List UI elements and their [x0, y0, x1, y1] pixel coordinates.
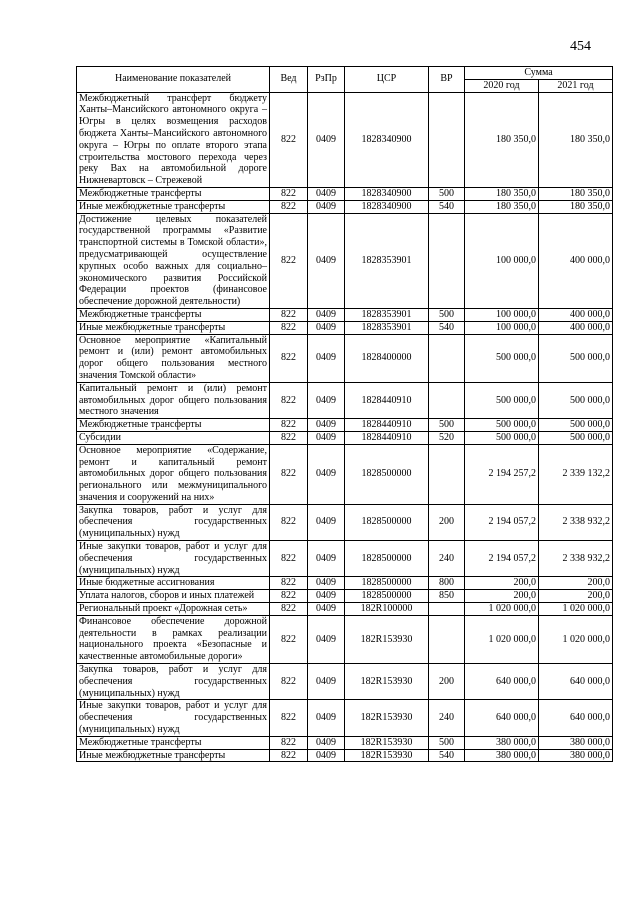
row-ved: 822	[270, 736, 308, 749]
row-sum-2021: 400 000,0	[539, 308, 613, 321]
row-vr: 540	[429, 321, 465, 334]
row-name: Межбюджетный трансферт бюджету Ханты–Мансийского автономного округа – Югры в целях возмещения расходов бюджета Ханты–Мансийского автономного округа – Югры по оплате второго этапа строительства мостового перехода через реку Вах на автомобильной дороге Нижневартовск – Стрежевой	[77, 92, 270, 187]
row-csr: 1828500000	[345, 444, 429, 504]
row-name: Иные закупки товаров, работ и услуг для обеспечения государственных (муниципальных) нужд	[77, 541, 270, 577]
row-vr	[429, 615, 465, 663]
row-csr: 1828500000	[345, 590, 429, 603]
row-sum-2021: 200,0	[539, 590, 613, 603]
header-year-2021: 2021 год	[539, 79, 613, 92]
row-rzpr: 0409	[308, 504, 345, 540]
table-row	[77, 308, 613, 321]
row-vr: 240	[429, 700, 465, 736]
row-name: Иные межбюджетные трансферты	[77, 321, 270, 334]
row-rzpr: 0409	[308, 321, 345, 334]
table-row	[77, 615, 613, 663]
row-sum-2021: 2 338 932,2	[539, 504, 613, 540]
table-row	[77, 419, 613, 432]
row-sum-2020: 100 000,0	[465, 213, 539, 308]
row-sum-2021: 380 000,0	[539, 736, 613, 749]
row-ved: 822	[270, 664, 308, 700]
row-rzpr: 0409	[308, 431, 345, 444]
row-ved: 822	[270, 431, 308, 444]
header-rzpr: РзПр	[308, 67, 345, 93]
header-ved: Вед	[270, 67, 308, 93]
table-row	[77, 213, 613, 308]
row-csr: 182R153930	[345, 700, 429, 736]
row-vr: 240	[429, 541, 465, 577]
row-ved: 822	[270, 213, 308, 308]
row-vr: 540	[429, 200, 465, 213]
row-csr: 182R153930	[345, 664, 429, 700]
row-name: Межбюджетные трансферты	[77, 308, 270, 321]
row-ved: 822	[270, 504, 308, 540]
row-csr: 1828500000	[345, 541, 429, 577]
row-rzpr: 0409	[308, 541, 345, 577]
row-name: Иные закупки товаров, работ и услуг для обеспечения государственных (муниципальных) нужд	[77, 700, 270, 736]
row-sum-2020: 100 000,0	[465, 308, 539, 321]
table-row	[77, 504, 613, 540]
row-vr: 500	[429, 187, 465, 200]
row-name: Межбюджетные трансферты	[77, 736, 270, 749]
row-rzpr: 0409	[308, 615, 345, 663]
row-sum-2020: 200,0	[465, 590, 539, 603]
row-name: Закупка товаров, работ и услуг для обеспечения государственных (муниципальных) нужд	[77, 664, 270, 700]
header-year-2020: 2020 год	[465, 79, 539, 92]
row-ved: 822	[270, 92, 308, 187]
row-rzpr: 0409	[308, 382, 345, 418]
budget-table	[76, 66, 613, 762]
row-name: Основное мероприятие «Содержание, ремонт и капитальный ремонт автомобильных дорог общего пользования регионального или межмуниципального значения и сооружений на них»	[77, 444, 270, 504]
row-name: Региональный проект «Дорожная сеть»	[77, 603, 270, 616]
row-ved: 822	[270, 541, 308, 577]
row-csr: 1828440910	[345, 431, 429, 444]
row-csr: 1828440910	[345, 382, 429, 418]
row-sum-2020: 100 000,0	[465, 321, 539, 334]
row-ved: 822	[270, 382, 308, 418]
table-row	[77, 334, 613, 382]
row-vr	[429, 444, 465, 504]
row-vr: 520	[429, 431, 465, 444]
row-sum-2021: 640 000,0	[539, 664, 613, 700]
table-row	[77, 664, 613, 700]
row-vr	[429, 92, 465, 187]
table-row	[77, 444, 613, 504]
row-sum-2020: 180 350,0	[465, 92, 539, 187]
row-sum-2021: 500 000,0	[539, 419, 613, 432]
row-sum-2020: 200,0	[465, 577, 539, 590]
row-ved: 822	[270, 749, 308, 762]
table-row	[77, 603, 613, 616]
row-sum-2021: 500 000,0	[539, 334, 613, 382]
row-rzpr: 0409	[308, 736, 345, 749]
row-name: Межбюджетные трансферты	[77, 187, 270, 200]
row-rzpr: 0409	[308, 444, 345, 504]
row-name: Финансовое обеспечение дорожной деятельности в рамках реализации национального проекта «Безопасные и качественные автомобильные дороги»	[77, 615, 270, 663]
row-sum-2020: 2 194 257,2	[465, 444, 539, 504]
table-row	[77, 382, 613, 418]
page-number: 454	[570, 39, 591, 54]
row-sum-2021: 2 339 132,2	[539, 444, 613, 504]
table-row	[77, 577, 613, 590]
row-name: Закупка товаров, работ и услуг для обеспечения государственных (муниципальных) нужд	[77, 504, 270, 540]
row-vr: 800	[429, 577, 465, 590]
row-sum-2020: 500 000,0	[465, 419, 539, 432]
row-ved: 822	[270, 419, 308, 432]
row-rzpr: 0409	[308, 200, 345, 213]
row-csr: 1828353901	[345, 308, 429, 321]
row-vr	[429, 603, 465, 616]
row-sum-2021: 500 000,0	[539, 382, 613, 418]
row-vr	[429, 382, 465, 418]
row-sum-2020: 640 000,0	[465, 700, 539, 736]
table-row	[77, 187, 613, 200]
row-ved: 822	[270, 444, 308, 504]
row-csr: 1828353901	[345, 321, 429, 334]
row-ved: 822	[270, 334, 308, 382]
row-rzpr: 0409	[308, 603, 345, 616]
table-row	[77, 749, 613, 762]
row-vr: 540	[429, 749, 465, 762]
row-csr: 182R100000	[345, 603, 429, 616]
row-sum-2021: 200,0	[539, 577, 613, 590]
row-sum-2020: 1 020 000,0	[465, 603, 539, 616]
row-csr: 182R153930	[345, 615, 429, 663]
row-name: Субсидии	[77, 431, 270, 444]
table-row	[77, 321, 613, 334]
table-row	[77, 92, 613, 187]
row-rzpr: 0409	[308, 213, 345, 308]
row-ved: 822	[270, 577, 308, 590]
row-csr: 182R153930	[345, 736, 429, 749]
row-rzpr: 0409	[308, 334, 345, 382]
header-vr: ВР	[429, 67, 465, 93]
row-csr: 1828353901	[345, 213, 429, 308]
table-row	[77, 431, 613, 444]
row-sum-2020: 380 000,0	[465, 736, 539, 749]
row-vr	[429, 213, 465, 308]
row-vr: 500	[429, 736, 465, 749]
row-sum-2021: 380 000,0	[539, 749, 613, 762]
row-name: Достижение целевых показателей государственной программы «Развитие транспортной системы в Томской области», предусматривающей осуществление крупных особо важных для социально–экономического развития Российской Федерации проектов (финансовое обеспечение дорожной деятельности)	[77, 213, 270, 308]
row-rzpr: 0409	[308, 700, 345, 736]
row-csr: 1828400000	[345, 334, 429, 382]
row-sum-2020: 180 350,0	[465, 200, 539, 213]
row-sum-2021: 400 000,0	[539, 213, 613, 308]
row-rzpr: 0409	[308, 590, 345, 603]
row-ved: 822	[270, 308, 308, 321]
table-row	[77, 541, 613, 577]
row-sum-2020: 2 194 057,2	[465, 504, 539, 540]
row-name: Иные межбюджетные трансферты	[77, 749, 270, 762]
row-ved: 822	[270, 200, 308, 213]
row-rzpr: 0409	[308, 187, 345, 200]
row-sum-2021: 1 020 000,0	[539, 603, 613, 616]
row-sum-2021: 180 350,0	[539, 187, 613, 200]
row-sum-2021: 180 350,0	[539, 200, 613, 213]
row-rzpr: 0409	[308, 419, 345, 432]
row-ved: 822	[270, 603, 308, 616]
row-name: Иные межбюджетные трансферты	[77, 200, 270, 213]
row-sum-2021: 2 338 932,2	[539, 541, 613, 577]
table-row	[77, 590, 613, 603]
row-name: Уплата налогов, сборов и иных платежей	[77, 590, 270, 603]
row-ved: 822	[270, 590, 308, 603]
row-rzpr: 0409	[308, 664, 345, 700]
row-vr: 500	[429, 308, 465, 321]
row-sum-2021: 500 000,0	[539, 431, 613, 444]
row-rzpr: 0409	[308, 577, 345, 590]
row-ved: 822	[270, 700, 308, 736]
header-sum: Сумма	[465, 67, 613, 80]
row-ved: 822	[270, 615, 308, 663]
row-csr: 1828340900	[345, 187, 429, 200]
row-sum-2020: 500 000,0	[465, 431, 539, 444]
row-name: Капитальный ремонт и (или) ремонт автомобильных дорог общего пользования местного значения	[77, 382, 270, 418]
table-row	[77, 200, 613, 213]
row-sum-2020: 640 000,0	[465, 664, 539, 700]
row-csr: 1828500000	[345, 504, 429, 540]
row-sum-2020: 500 000,0	[465, 334, 539, 382]
row-sum-2020: 500 000,0	[465, 382, 539, 418]
row-vr	[429, 334, 465, 382]
table-header	[77, 67, 613, 93]
row-csr: 1828340900	[345, 92, 429, 187]
row-sum-2021: 640 000,0	[539, 700, 613, 736]
row-vr: 200	[429, 664, 465, 700]
table-body	[77, 92, 613, 762]
row-sum-2020: 2 194 057,2	[465, 541, 539, 577]
row-name: Межбюджетные трансферты	[77, 419, 270, 432]
row-vr: 200	[429, 504, 465, 540]
table-row	[77, 700, 613, 736]
row-name: Основное мероприятие «Капитальный ремонт и (или) ремонт автомобильных дорог общего пользования местного значения Томской области»	[77, 334, 270, 382]
row-name: Иные бюджетные ассигнования	[77, 577, 270, 590]
row-csr: 1828340900	[345, 200, 429, 213]
row-rzpr: 0409	[308, 92, 345, 187]
row-ved: 822	[270, 187, 308, 200]
row-vr: 850	[429, 590, 465, 603]
row-csr: 1828440910	[345, 419, 429, 432]
row-ved: 822	[270, 321, 308, 334]
row-rzpr: 0409	[308, 308, 345, 321]
row-csr: 1828500000	[345, 577, 429, 590]
row-csr: 182R153930	[345, 749, 429, 762]
row-sum-2020: 1 020 000,0	[465, 615, 539, 663]
row-vr: 500	[429, 419, 465, 432]
row-sum-2020: 380 000,0	[465, 749, 539, 762]
row-sum-2021: 400 000,0	[539, 321, 613, 334]
row-sum-2021: 180 350,0	[539, 92, 613, 187]
row-rzpr: 0409	[308, 749, 345, 762]
header-csr: ЦСР	[345, 67, 429, 93]
row-sum-2021: 1 020 000,0	[539, 615, 613, 663]
row-sum-2020: 180 350,0	[465, 187, 539, 200]
table-row	[77, 736, 613, 749]
header-name: Наименование показателей	[77, 67, 270, 93]
